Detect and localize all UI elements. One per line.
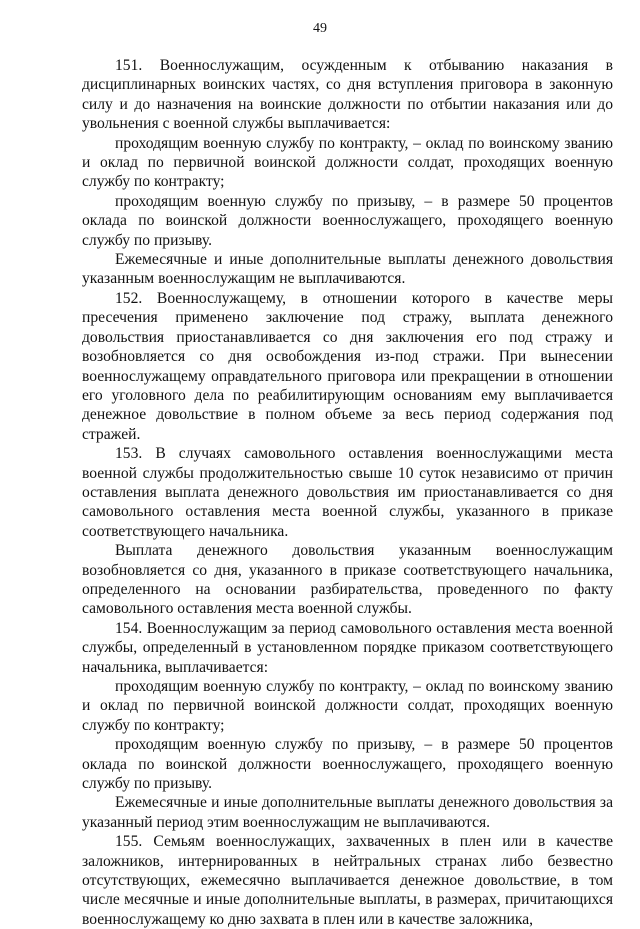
paragraph-155: 155. Семьям военнослужащих, захваченных в плен или в качестве заложников, интернированных в нейтральных странах либо безвестно отсутствующих, ежемесячно выплачивается денежное довольствие, в том числе месячные и иные дополнительные выплаты, в размерах, причитающихся военнослужащему ко дню захвата в плен или в качестве заложника, — [82, 833, 613, 928]
body-text — [82, 56, 613, 929]
page-number: 49 — [313, 21, 327, 36]
paragraph-151-conscription: проходящим военную службу по призыву, – в размере 50 процентов оклада по воинской должности военнослужащего, проходящего военную службу по призыву. — [82, 192, 613, 249]
paragraph-153-resumption: Выплата денежного довольствия указанным военнослужащим возобновляется со дня, указанного в приказе соответствующего начальника, определенного на основании разбирательства, проведенного по факту самовольного оставления места военной службы. — [82, 542, 613, 618]
paragraph-154-conscription: проходящим военную службу по призыву, – в размере 50 процентов оклада по воинской должности военнослужащего, проходящего военную службу по призыву. — [82, 736, 613, 793]
paragraph-153: 153. В случаях самовольного оставления военнослужащими места военной службы продолжительностью свыше 10 суток независимо от причин оставления выплата денежного довольствия им приостанавливается со дня самовольного оставления места военной службы, указанного в приказе соответствующего начальника. — [82, 445, 613, 540]
paragraph-154-contract: проходящим военную службу по контракту, – оклад по воинскому званию и оклад по первичной воинской должности солдат, проходящих военную службу по контракту; — [82, 678, 613, 734]
paragraph-154-no-additional: Ежемесячные и иные дополнительные выплаты денежного довольствия за указанный период этим военнослужащим не выплачиваются. — [82, 794, 613, 831]
paragraph-154: 154. Военнослужащим за период самовольного оставления места военной службы, определенный в установленном порядке приказом соответствующего начальника, выплачивается: — [82, 619, 613, 676]
paragraph-151: 151. Военнослужащим, осужденным к отбыванию наказания в дисциплинарных воинских частях, со дня вступления приговора в законную силу и до назначения на воинские должности по отбытии наказания или до увольнения с военной службы выплачивается: — [82, 57, 613, 133]
paragraph-151-contract: проходящим военную службу по контракту, – оклад по воинскому званию и оклад по первичной воинской должности солдат, проходящих военную службу по контракту; — [82, 134, 613, 191]
paragraph-151-no-additional: Ежемесячные и иные дополнительные выплаты денежного довольствия указанным военнослужащим не выплачиваются. — [82, 251, 613, 288]
paragraph-152: 152. Военнослужащему, в отношении которого в качестве меры пресечения применено заключение под стражу, выплата денежного довольствия приостанавливается со дня заключения его под стражу и возобновляется со дня освобождения из-под стражи. При вынесении военнослужащему оправдательного приговора или прекращении в отношении его уголовного дела по реабилитирующим основаниям ему выплачивается денежное довольствие в полном объеме за весь период содержания под стражей. — [82, 289, 613, 443]
